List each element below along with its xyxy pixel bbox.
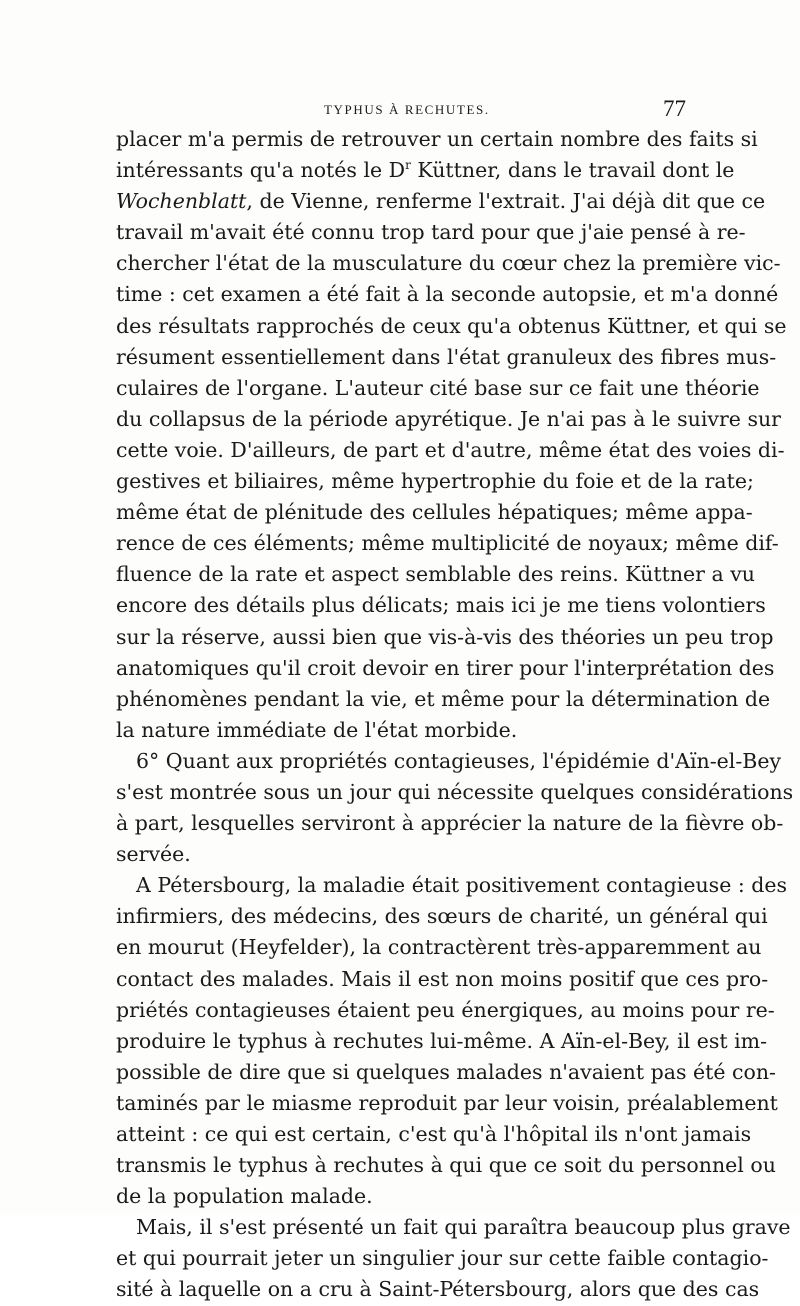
text-line: produire le typhus à rechutes lui-même. A Aïn-el-Bey, il est im- bbox=[116, 1028, 768, 1053]
text-line: phénomènes pendant la vie, et même pour la détermination de bbox=[116, 686, 771, 711]
text-line: infirmiers, des médecins, des sœurs de charité, un général qui bbox=[116, 904, 768, 929]
text-line: anatomiques qu'il croit devoir en tirer pour l'interprétation des bbox=[116, 655, 775, 680]
text-line: gestives et biliaires, même hypertrophie du foie et de la rate; bbox=[116, 469, 754, 494]
running-head bbox=[116, 98, 686, 124]
text-line: encore des détails plus délicats; mais ici je me tiens volontiers bbox=[116, 593, 766, 618]
text-line: en mourut (Heyfelder), la contractèrent très-apparemment au bbox=[116, 935, 762, 960]
text-line: Mais, il s'est présenté un fait qui paraîtra beaucoup plus grave bbox=[136, 1215, 791, 1240]
text-line: chercher l'état de la musculature du cœur chez la première vic- bbox=[116, 251, 781, 276]
text-line: 6° Quant aux propriétés contagieuses, l'épidémie d'Aïn-el-Bey bbox=[136, 748, 782, 773]
text-line: à part, lesquelles serviront à apprécier la nature de la fièvre ob- bbox=[116, 811, 784, 836]
text-line: et qui pourrait jeter un singulier jour sur cette faible contagio- bbox=[116, 1246, 769, 1271]
text-line: atteint : ce qui est certain, c'est qu'à l'hôpital ils n'ont jamais bbox=[116, 1122, 752, 1146]
text-line: fluence de la rate et aspect semblable des reins. Küttner a vu bbox=[116, 562, 756, 587]
text-line: contact des malades. Mais il est non moins positif que ces pro- bbox=[116, 966, 769, 991]
text-line bbox=[116, 155, 735, 186]
journal-title: Wochenblatt bbox=[116, 189, 247, 214]
text-line: travail m'avait été connu trop tard pour que j'aie pensé à re- bbox=[116, 220, 746, 245]
text-line: la nature immédiate de l'état morbide. bbox=[116, 717, 518, 742]
text-line: servée. bbox=[116, 842, 191, 867]
text-line bbox=[116, 186, 766, 217]
text-line: A Pétersbourg, la maladie était positivement contagieuse : des bbox=[136, 873, 788, 898]
text-line: sité à laquelle on a cru à Saint-Pétersbourg, alors que des cas bbox=[116, 1277, 760, 1302]
text-line: s'est montrée sous un jour qui nécessite quelques considérations bbox=[116, 779, 794, 804]
superscript: r bbox=[405, 158, 411, 173]
text-line: résument essentiellement dans l'état granuleux des fibres mus- bbox=[116, 344, 777, 369]
text-line: cette voie. D'ailleurs, de part et d'autre, même état des voies di- bbox=[116, 437, 785, 462]
text-line: time : cet examen a été fait à la seconde autopsie, et m'a donné bbox=[116, 282, 779, 307]
text-line-part: intéressants qu'a notés le D bbox=[116, 158, 406, 183]
page-number: 77 bbox=[663, 96, 686, 121]
text-line: de la population malade. bbox=[116, 1184, 373, 1209]
text-line: possible de dire que si quelques malades n'avaient pas été con- bbox=[116, 1059, 776, 1084]
text-line: sur la réserve, aussi bien que vis-à-vis des théories un peu trop bbox=[116, 624, 774, 649]
body-text bbox=[116, 124, 794, 1306]
running-title: TYPHUS À RECHUTES. bbox=[324, 102, 490, 117]
text-line: priétés contagieuses étaient peu énergiques, au moins pour re- bbox=[116, 997, 775, 1022]
text-line: placer m'a permis de retrouver un certain nombre des faits si bbox=[116, 127, 758, 151]
text-line: même état de plénitude des cellules hépatiques; même appa- bbox=[116, 500, 753, 525]
text-line: du collapsus de la période apyrétique. Je n'ai pas à le suivre sur bbox=[116, 406, 781, 431]
text-line-part: Küttner, dans le travail dont le bbox=[410, 158, 735, 183]
text-line-part: , de Vienne, renferme l'extrait. J'ai déjà dit que ce bbox=[246, 189, 766, 214]
text-line: culaires de l'organe. L'auteur cité base sur ce fait une théorie bbox=[116, 375, 760, 400]
text-line: taminés par le miasme reproduit par leur voisin, préalablement bbox=[116, 1090, 778, 1115]
text-line: des résultats rapprochés de ceux qu'a obtenus Küttner, et qui se bbox=[116, 313, 787, 338]
text-line: rence de ces éléments; même multiplicité de noyaux; même dif- bbox=[116, 531, 779, 556]
text-line: transmis le typhus à rechutes à qui que ce soit du personnel ou bbox=[116, 1153, 776, 1178]
